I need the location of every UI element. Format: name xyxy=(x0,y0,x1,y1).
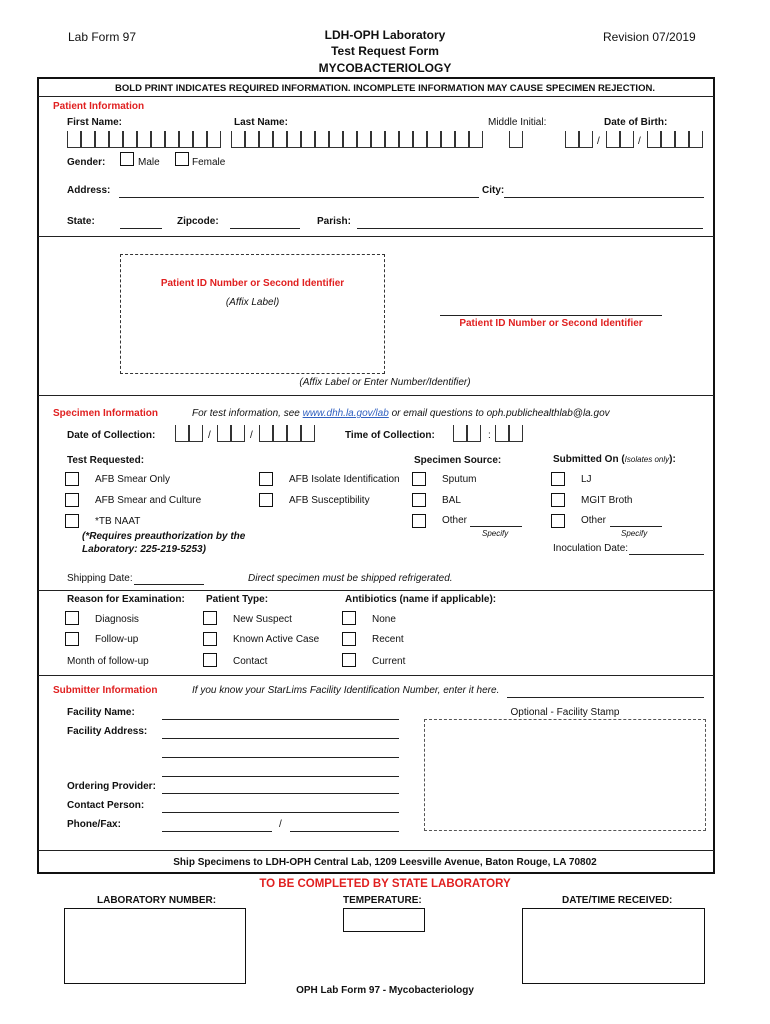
form-title-2: Test Request Form xyxy=(331,44,439,58)
shipping-date-input[interactable] xyxy=(134,584,204,585)
char-box[interactable] xyxy=(509,131,523,148)
char-box[interactable] xyxy=(315,131,329,148)
char-box[interactable] xyxy=(259,425,273,442)
female-label: Female xyxy=(192,157,226,168)
middle-initial-label: Middle Initial: xyxy=(488,117,547,128)
collection-minute-input[interactable] xyxy=(495,425,523,442)
contact-person-label: Contact Person: xyxy=(67,800,145,811)
divider xyxy=(38,236,714,237)
lab-number-label: LABORATORY NUMBER: xyxy=(97,895,217,906)
last-name-input[interactable] xyxy=(231,131,483,148)
char-box[interactable] xyxy=(455,131,469,148)
submitted-other-input[interactable] xyxy=(610,526,662,527)
temperature-label: TEMPERATURE: xyxy=(343,895,422,906)
phone-input[interactable] xyxy=(162,831,272,832)
char-box[interactable] xyxy=(231,425,245,442)
diagnosis-checkbox[interactable] xyxy=(65,611,79,625)
starlims-id-input[interactable] xyxy=(507,697,704,698)
known-active-label: Known Active Case xyxy=(233,634,320,645)
char-box[interactable] xyxy=(495,425,509,442)
divider xyxy=(38,395,714,396)
datetime-box[interactable] xyxy=(522,908,705,984)
last-name-label: Last Name: xyxy=(234,117,288,128)
lj-label: LJ xyxy=(581,474,592,485)
submitted-on-label: Submitted On (Isolates only): xyxy=(553,454,676,465)
source-specify: Specify xyxy=(482,529,509,538)
patient-type-header: Patient Type: xyxy=(206,594,269,605)
char-box[interactable] xyxy=(565,131,579,148)
char-box[interactable] xyxy=(273,425,287,442)
char-box[interactable] xyxy=(151,131,165,148)
bal-label: BAL xyxy=(442,495,461,506)
char-box[interactable] xyxy=(301,131,315,148)
notice: BOLD PRINT INDICATES REQUIRED INFORMATION. INCOMPLETE INFORMATION MAY CAUSE SPECIMEN REJECTION. xyxy=(115,83,655,94)
test-info-text: For test information, see www.dhh.la.gov/lab or email questions to oph.publichealthlab@la.gov xyxy=(192,408,610,419)
antibiotics-header: Antibiotics (name if applicable): xyxy=(345,594,497,605)
ordering-provider-input[interactable] xyxy=(162,793,399,794)
char-box[interactable] xyxy=(137,131,151,148)
char-box[interactable] xyxy=(273,131,287,148)
afb-isolate-id-checkbox[interactable] xyxy=(259,472,273,486)
form-title-1: LDH-OPH Laboratory xyxy=(324,28,446,42)
phone-fax-label: Phone/Fax: xyxy=(67,819,121,830)
patient-id-box-label: Patient ID Number or Second Identifier xyxy=(160,278,345,289)
submitted-specify: Specify xyxy=(621,529,648,538)
collection-slash-1: / xyxy=(208,430,211,441)
afb-susceptibility-checkbox[interactable] xyxy=(259,493,273,507)
char-box[interactable] xyxy=(620,131,634,148)
starlims-note: If you know your StarLims Facility Identification Number, enter it here. xyxy=(192,685,500,696)
divider xyxy=(38,96,714,97)
char-box[interactable] xyxy=(95,131,109,148)
patient-id-input[interactable] xyxy=(440,315,662,316)
address-label: Address: xyxy=(67,185,111,196)
antibiotics-none-checkbox[interactable] xyxy=(342,611,356,625)
char-box[interactable] xyxy=(399,131,413,148)
char-box[interactable] xyxy=(427,131,441,148)
fax-input[interactable] xyxy=(290,831,399,832)
dob-day-input[interactable] xyxy=(606,131,634,148)
inoculation-date-label: Inoculation Date: xyxy=(553,543,629,554)
facility-name-label: Facility Name: xyxy=(67,707,135,718)
submitter-section-title: Submitter Information xyxy=(53,685,158,696)
affix-label-text: (Affix Label) xyxy=(225,297,280,308)
char-box[interactable] xyxy=(287,131,301,148)
sputum-label: Sputum xyxy=(442,474,477,485)
date-of-collection-label: Date of Collection: xyxy=(67,430,156,441)
antibiotics-current-label: Current xyxy=(372,656,406,667)
shipping-date-label: Shipping Date: xyxy=(67,573,133,584)
char-box[interactable] xyxy=(357,131,371,148)
char-box[interactable] xyxy=(441,131,455,148)
new-suspect-checkbox[interactable] xyxy=(203,611,217,625)
time-of-collection-label: Time of Collection: xyxy=(345,430,435,441)
char-box[interactable] xyxy=(689,131,703,148)
ordering-provider-label: Ordering Provider: xyxy=(67,781,156,792)
collection-year-input[interactable] xyxy=(259,425,315,442)
afb-smear-culture-label: AFB Smear and Culture xyxy=(95,495,202,506)
state-label: State: xyxy=(67,216,95,227)
state-lab-title: TO BE COMPLETED BY STATE LABORATORY xyxy=(259,878,511,890)
middle-initial-input[interactable] xyxy=(509,131,523,148)
char-box[interactable] xyxy=(467,425,481,442)
char-box[interactable] xyxy=(123,131,137,148)
afb-smear-only-label: AFB Smear Only xyxy=(95,474,171,485)
parish-input[interactable] xyxy=(357,228,703,229)
char-box[interactable] xyxy=(189,425,203,442)
char-box[interactable] xyxy=(371,131,385,148)
test-info-link[interactable]: www.dhh.la.gov/lab xyxy=(302,408,389,419)
char-box[interactable] xyxy=(259,131,273,148)
antibiotics-recent-label: Recent xyxy=(372,634,404,645)
preauth-note-2: Laboratory: 225-219-5253) xyxy=(82,544,206,555)
antibiotics-none-label: None xyxy=(372,614,396,625)
char-box[interactable] xyxy=(509,425,523,442)
char-box[interactable] xyxy=(675,131,689,148)
facility-address-label: Facility Address: xyxy=(67,726,148,737)
address-input[interactable] xyxy=(119,197,479,198)
patient-id-caption: (Affix Label or Enter Number/Identifier) xyxy=(299,377,471,388)
datetime-label: DATE/TIME RECEIVED: xyxy=(562,895,673,906)
source-other-checkbox[interactable] xyxy=(412,514,426,528)
diagnosis-label: Diagnosis xyxy=(95,614,139,625)
char-box[interactable] xyxy=(647,131,661,148)
first-name-input[interactable] xyxy=(67,131,221,148)
dob-label: Date of Birth: xyxy=(604,117,668,128)
afb-isolate-id-label: AFB Isolate Identification xyxy=(289,474,400,485)
char-box[interactable] xyxy=(81,131,95,148)
known-active-checkbox[interactable] xyxy=(203,632,217,646)
female-checkbox[interactable] xyxy=(175,152,189,166)
char-box[interactable] xyxy=(453,425,467,442)
male-checkbox[interactable] xyxy=(120,152,134,166)
temperature-box[interactable] xyxy=(343,908,425,932)
patient-id-label-box[interactable] xyxy=(120,254,385,374)
collection-hour-input[interactable] xyxy=(453,425,481,442)
char-box[interactable] xyxy=(165,131,179,148)
mgit-broth-checkbox[interactable] xyxy=(551,493,565,507)
lj-checkbox[interactable] xyxy=(551,472,565,486)
divider xyxy=(38,675,714,676)
form-title-3: MYCOBACTERIOLOGY xyxy=(318,61,452,75)
collection-slash-2: / xyxy=(250,430,253,441)
char-box[interactable] xyxy=(606,131,620,148)
footer: OPH Lab Form 97 - Mycobacteriology xyxy=(296,985,474,996)
char-box[interactable] xyxy=(109,131,123,148)
first-name-label: First Name: xyxy=(67,117,123,128)
afb-smear-only-checkbox[interactable] xyxy=(65,472,79,486)
char-box[interactable] xyxy=(469,131,483,148)
preauth-note-1: (*Requires preauthorization by the xyxy=(82,531,246,542)
char-box[interactable] xyxy=(301,425,315,442)
bal-checkbox[interactable] xyxy=(412,493,426,507)
char-box[interactable] xyxy=(579,131,593,148)
patient-section-title: Patient Information xyxy=(53,101,145,112)
antibiotics-current-checkbox[interactable] xyxy=(342,653,356,667)
facility-stamp-box[interactable] xyxy=(424,719,706,831)
divider xyxy=(38,850,714,851)
char-box[interactable] xyxy=(231,131,245,148)
char-box[interactable] xyxy=(343,131,357,148)
facility-address-input-3[interactable] xyxy=(162,776,399,777)
char-box[interactable] xyxy=(179,131,193,148)
lab-number-box[interactable] xyxy=(64,908,246,984)
inoculation-date-input[interactable] xyxy=(629,554,704,555)
char-box[interactable] xyxy=(245,131,259,148)
city-label: City: xyxy=(482,185,505,196)
dob-slash-2: / xyxy=(638,136,641,147)
tb-naat-label: *TB NAAT xyxy=(95,516,141,527)
afb-smear-culture-checkbox[interactable] xyxy=(65,493,79,507)
dob-year-input[interactable] xyxy=(647,131,703,148)
phone-fax-slash: / xyxy=(279,819,282,830)
dob-month-input[interactable] xyxy=(565,131,593,148)
follow-up-label: Follow-up xyxy=(95,634,139,645)
specimen-section-title: Specimen Information xyxy=(53,408,159,419)
form-code: Lab Form 97 xyxy=(68,30,137,44)
facility-stamp-label: Optional - Facility Stamp xyxy=(510,707,620,718)
collection-month-input[interactable] xyxy=(175,425,203,442)
follow-up-checkbox[interactable] xyxy=(65,632,79,646)
submitted-other-label: Other xyxy=(581,515,607,526)
afb-susceptibility-label: AFB Susceptibility xyxy=(289,495,370,506)
state-input[interactable] xyxy=(120,228,162,229)
char-box[interactable] xyxy=(329,131,343,148)
submitted-other-checkbox[interactable] xyxy=(551,514,565,528)
contact-label: Contact xyxy=(233,656,268,667)
patient-id-field-label: Patient ID Number or Second Identifier xyxy=(459,318,643,329)
dob-slash-1: / xyxy=(597,136,600,147)
specimen-source-label: Specimen Source: xyxy=(414,455,502,466)
ship-to-address: Ship Specimens to LDH-OPH Central Lab, 1209 Leesville Avenue, Baton Rouge, LA 70802 xyxy=(173,857,597,868)
char-box[interactable] xyxy=(287,425,301,442)
mgit-broth-label: MGIT Broth xyxy=(581,495,633,506)
facility-address-input-2[interactable] xyxy=(162,757,399,758)
char-box[interactable] xyxy=(385,131,399,148)
parish-label: Parish: xyxy=(317,216,351,227)
source-other-label: Other xyxy=(442,515,468,526)
char-box[interactable] xyxy=(193,131,207,148)
male-label: Male xyxy=(138,157,160,168)
tb-naat-checkbox[interactable] xyxy=(65,514,79,528)
gender-label: Gender: xyxy=(67,157,106,168)
facility-address-input-1[interactable] xyxy=(162,738,399,739)
month-followup-label: Month of follow-up xyxy=(67,656,149,667)
zipcode-label: Zipcode: xyxy=(177,216,219,227)
char-box[interactable] xyxy=(207,131,221,148)
antibiotics-recent-checkbox[interactable] xyxy=(342,632,356,646)
contact-person-input[interactable] xyxy=(162,812,399,813)
new-suspect-label: New Suspect xyxy=(233,614,292,625)
char-box[interactable] xyxy=(217,425,231,442)
time-colon: : xyxy=(488,430,491,441)
city-input[interactable] xyxy=(504,197,704,198)
contact-checkbox[interactable] xyxy=(203,653,217,667)
divider xyxy=(38,590,714,591)
reason-header: Reason for Examination: xyxy=(67,594,185,605)
source-other-input[interactable] xyxy=(470,526,522,527)
test-requested-label: Test Requested: xyxy=(67,455,145,466)
revision: Revision 07/2019 xyxy=(603,30,696,44)
char-box[interactable] xyxy=(67,131,81,148)
zipcode-input[interactable] xyxy=(230,228,300,229)
char-box[interactable] xyxy=(413,131,427,148)
char-box[interactable] xyxy=(175,425,189,442)
ship-note: Direct specimen must be shipped refrigerated. xyxy=(248,573,453,584)
sputum-checkbox[interactable] xyxy=(412,472,426,486)
collection-day-input[interactable] xyxy=(217,425,245,442)
char-box[interactable] xyxy=(661,131,675,148)
facility-name-input[interactable] xyxy=(162,719,399,720)
